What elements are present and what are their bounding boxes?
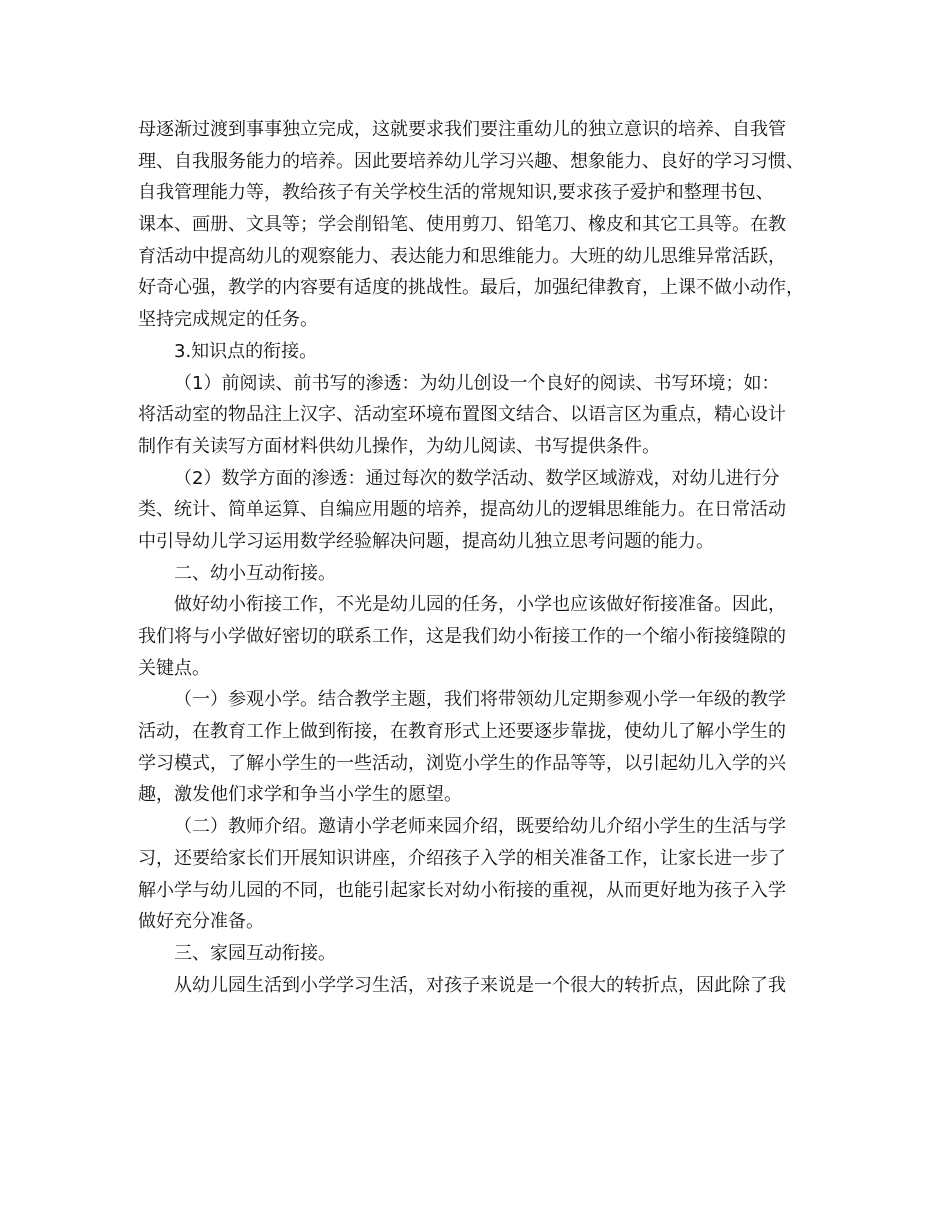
text-line: 活动，在教育工作上做到衔接，在教育形式上还要逐步靠拢，使幼儿了解小学生的 [138,721,786,743]
text-line: （一）参观小学。结合教学主题，我们将带领幼儿定期参观小学一年级的教学 [174,689,786,711]
text-line: 课本、画册、文具等；学会削铅笔、使用剪刀、铅笔刀、橡皮和其它工具等。在教 [138,214,786,236]
text-line: 趣，激发他们求学和争当小学生的愿望。 [138,784,462,806]
text-line: 三、家园互动衔接。 [174,942,336,964]
text-line: 做好充分准备。 [138,911,264,933]
text-line: 类、统计、简单运算、自编应用题的培养，提高幼儿的逻辑思维能力。在日常活动 [138,499,786,521]
text-line: 解小学与幼儿园的不同，也能引起家长对幼小衔接的重视，从而更好地为孩子入学 [138,879,786,901]
text-line: 育活动中提高幼儿的观察能力、表达能力和思维能力。大班的幼儿思维异常活跃， [138,245,786,267]
text-line: 好奇心强，教学的内容要有适度的挑战性。最后，加强纪律教育，上课不做小动作， [138,277,804,299]
text-line: 3.知识点的衔接。 [174,340,318,362]
text-line: 二、幼小互动衔接。 [174,562,336,584]
text-line: 学习模式，了解小学生的一些活动，浏览小学生的作品等等，以引起幼儿入学的兴 [138,752,786,774]
text-line: 从幼儿园生活到小学学习生活，对孩子来说是一个很大的转折点，因此除了我 [174,974,786,996]
text-line: 坚持完成规定的任务。 [138,309,318,331]
text-line: 做好幼小衔接工作，不光是幼儿园的任务，小学也应该做好衔接准备。因此， [174,594,786,616]
text-line: 我们将与小学做好密切的联系工作，这是我们幼小衔接工作的一个缩小衔接缝隙的 [138,626,786,647]
text-line: （1）前阅读、前书写的渗透：为幼儿创设一个良好的阅读、书写环境；如： [174,372,780,394]
text-line: 母逐渐过渡到事事独立完成，这就要求我们要注重幼儿的独立意识的培养、自我管 [138,119,786,140]
text-line: 将活动室的物品注上汉字、活动室环境布置图文结合、以语言区为重点，精心设计 [138,404,786,426]
text-line: 习，还要给家长们开展知识讲座，介绍孩子入学的相关准备工作，让家长进一步了 [138,847,786,869]
text-line: 自我管理能力等，教给孩子有关学校生活的常规知识,要求孩子爱护和整理书包、 [138,182,774,204]
text-line: 制作有关读写方面材料供幼儿操作，为幼儿阅读、书写提供条件。 [138,435,660,457]
text-line: （二）教师介绍。邀请小学老师来园介绍，既要给幼儿介绍小学生的生活与学 [174,816,786,838]
text-line: 中引导幼儿学习运用数学经验解决问题，提高幼儿独立思考问题的能力。 [138,530,714,552]
document-body [138,114,828,1001]
text-line: （2）数学方面的渗透：通过每次的数学活动、数学区域游戏，对幼儿进行分 [174,467,780,489]
text-line: 理、自我服务能力的培养。因此要培养幼儿学习兴趣、想象能力、良好的学习习惯、 [138,150,804,172]
text-line: 关键点。 [138,657,210,679]
